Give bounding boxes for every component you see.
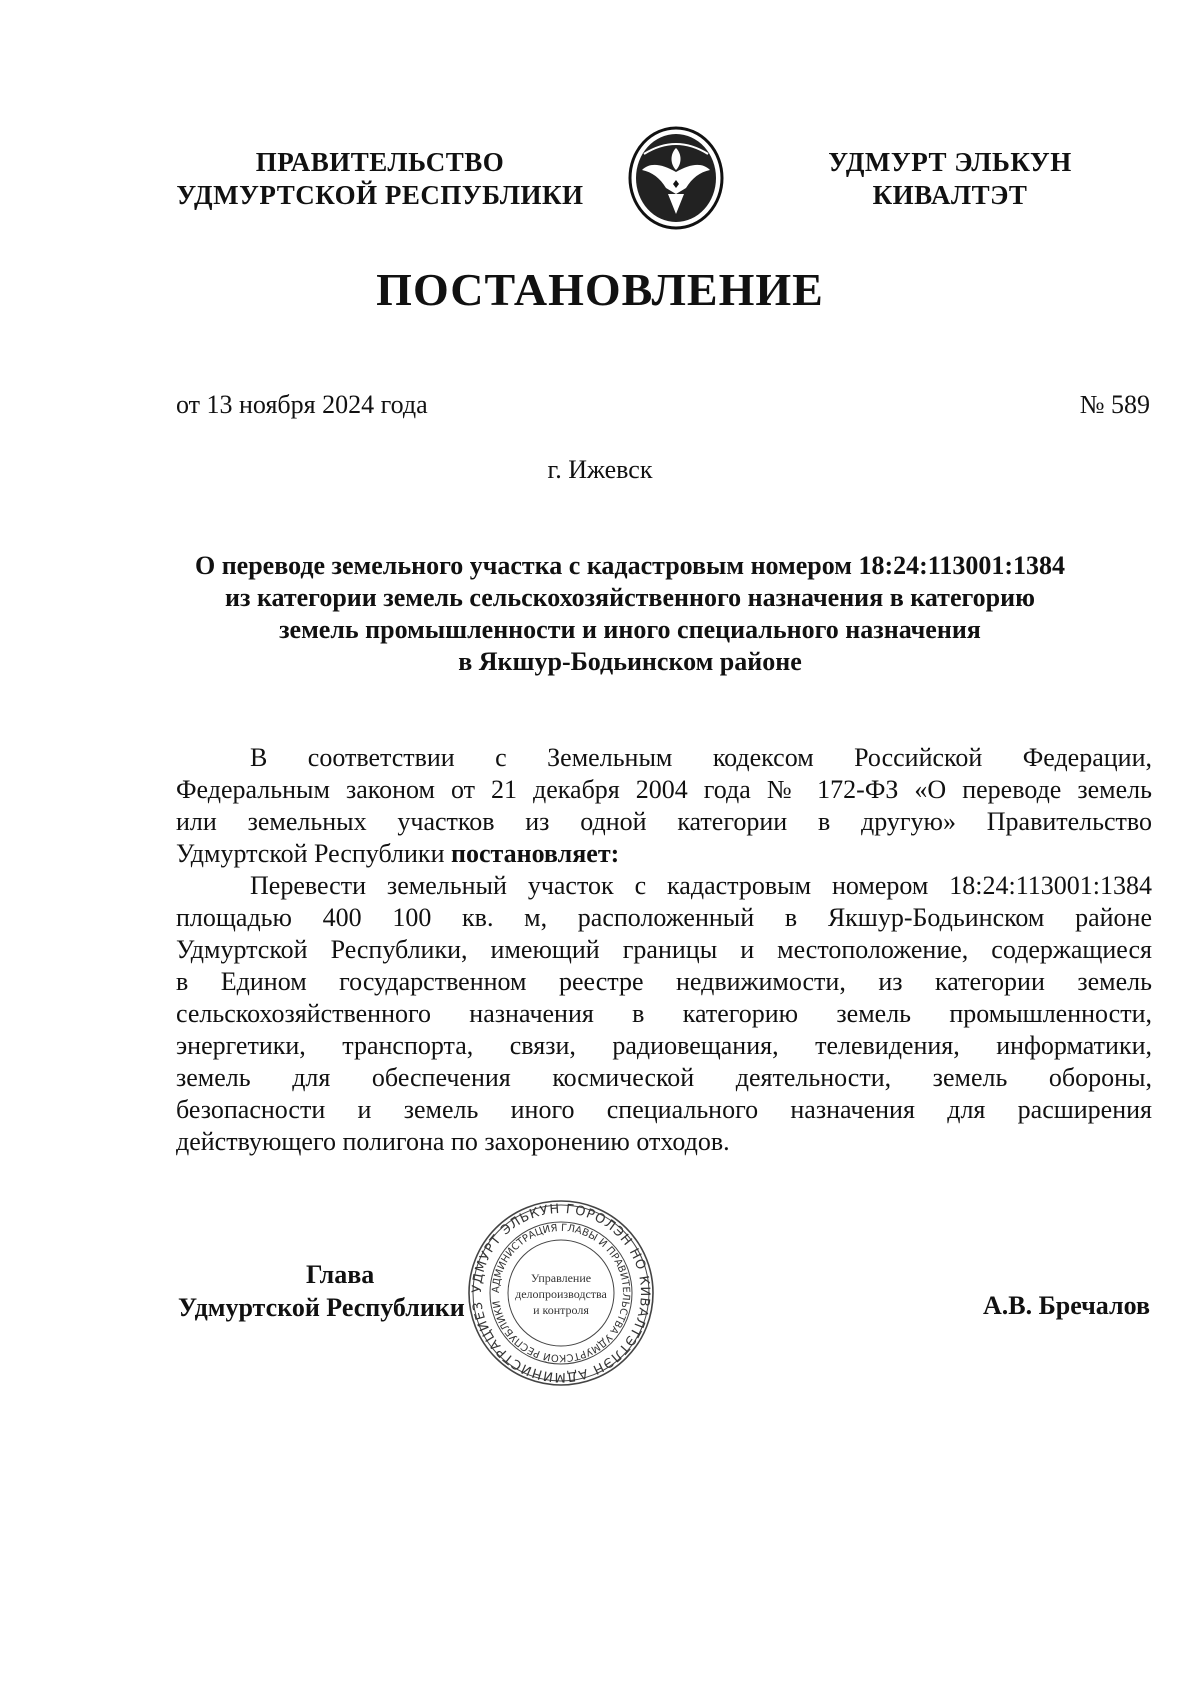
resolution-line: сельскохозяйственного назначения в категорию земель промышленности,	[176, 999, 1152, 1028]
header-right-line2: КИВАЛТЭТ	[872, 180, 1028, 210]
signatory-title-line2: Удмуртской Республики	[178, 1293, 465, 1322]
seal-center-line3: и контроля	[533, 1303, 589, 1317]
header-left-line1: ПРАВИТЕЛЬСТВО	[255, 147, 505, 177]
seal-center-line1: Управление	[530, 1271, 592, 1285]
document-city: г. Ижевск	[547, 455, 653, 484]
header-right-line1: УДМУРТ ЭЛЬКУН	[828, 147, 1072, 177]
preamble-last-text: Удмуртской Республики	[176, 839, 451, 868]
preamble-line: Федеральным законом от 21 декабря 2004 года № 172-ФЗ «О переводе земель	[176, 775, 1152, 804]
resolves-keyword: постановляет:	[450, 839, 620, 868]
resolution-line: энергетики, транспорта, связи, радиовещания, телевидения, информатики,	[176, 1031, 1152, 1060]
seal-inner-ring-text: АДМИНИСТРАЦИЯ ГЛАВЫ И ПРАВИТЕЛЬСТВА УДМУРТСКОЙ РЕСПУБЛИКИ	[490, 1222, 632, 1364]
resolution-line: Перевести земельный участок с кадастровым номером 18:24:113001:1384	[250, 871, 1152, 900]
title-line: земель промышленности и иного специального назначения	[279, 615, 981, 644]
title-line: О переводе земельного участка с кадастровым номером 18:24:113001:1384	[194, 551, 1066, 580]
signatory-title	[178, 1258, 465, 1324]
title-line: в Якшур-Бодьинском районе	[458, 647, 802, 676]
document-date: от 13 ноября 2024 года	[176, 390, 428, 419]
preamble-line: или земельных участков из одной категории в другую» Правительство	[176, 807, 1152, 836]
header-right-org	[780, 146, 1120, 212]
header-left-org	[170, 146, 590, 212]
resolution-line: площадью 400 100 кв. м, расположенный в Якшур-Бодьинском районе	[176, 903, 1152, 932]
official-seal-stamp	[466, 1198, 656, 1388]
document-title	[150, 550, 1110, 678]
document-type-heading: ПОСТАНОВЛЕНИЕ	[376, 264, 824, 315]
preamble-line: В соответствии с Земельным кодексом Российской Федерации,	[250, 743, 1152, 772]
seal-center-line2: делопроизводства	[515, 1287, 607, 1301]
resolution-line: безопасности и земель иного специального назначения для расширения	[176, 1095, 1152, 1124]
document-body	[176, 742, 1152, 1158]
resolution-line: действующего полигона по захоронению отходов.	[176, 1127, 730, 1156]
header-left-line2: УДМУРТСКОЙ РЕСПУБЛИКИ	[176, 180, 584, 210]
preamble-last-line	[176, 838, 1152, 870]
udmurt-coat-of-arms-icon	[626, 124, 726, 232]
signatory-name: А.В. Бречалов	[982, 1291, 1150, 1320]
title-line: из категории земель сельскохозяйственного назначения в категорию	[225, 583, 1035, 612]
seal-outer-ring-text: УДМУРТ ЭЛЬКУН ГОРОЛЭН НО КИВАЛТЭТЛЭН АДМИНИСТРАЦИЕЗ	[469, 1201, 653, 1385]
signatory-title-line1: Глава	[306, 1260, 375, 1289]
document-number: № 589	[1079, 390, 1150, 419]
resolution-line: в Едином государственном реестре недвижимости, из категории земель	[176, 967, 1152, 996]
resolution-line: Удмуртской Республики, имеющий границы и местоположение, содержащиеся	[176, 935, 1152, 964]
resolution-line: земель для обеспечения космической деятельности, земель обороны,	[176, 1063, 1152, 1092]
